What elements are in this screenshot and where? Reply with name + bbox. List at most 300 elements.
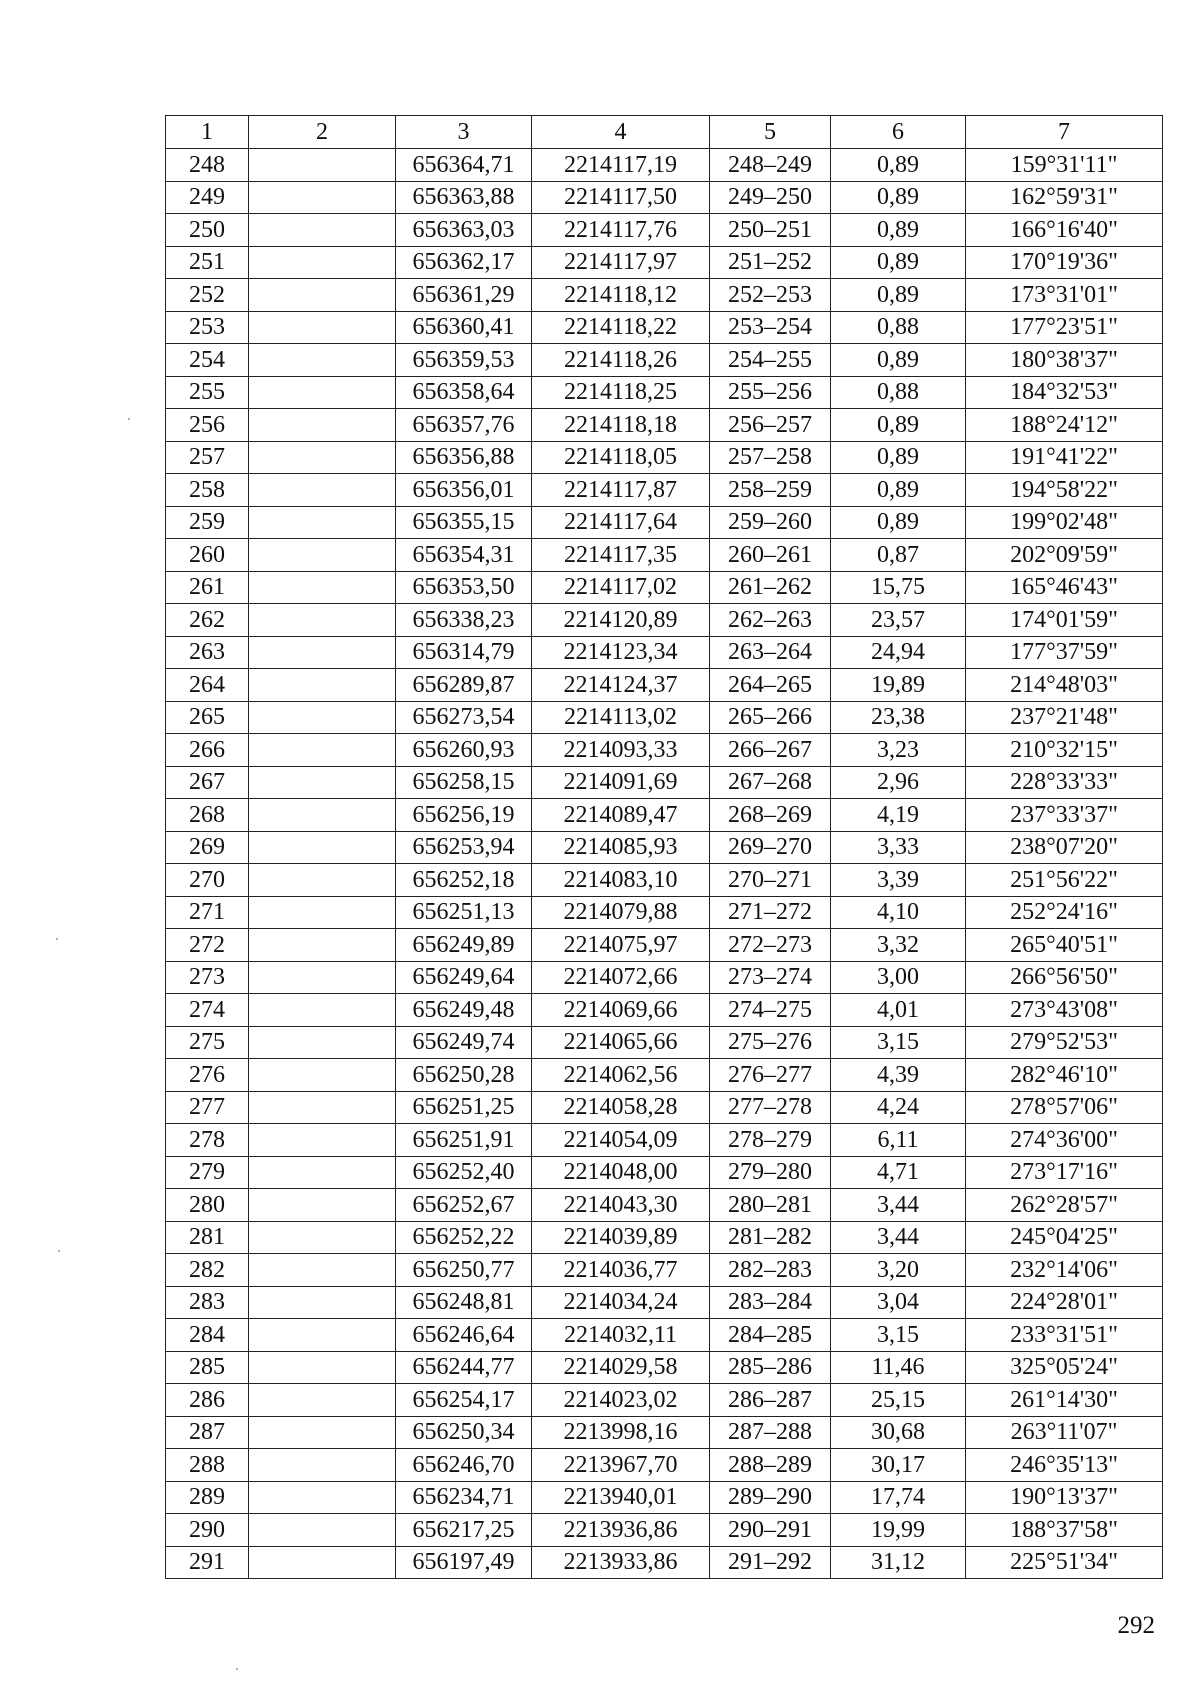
table-cell: 3,23 xyxy=(831,734,966,767)
table-row xyxy=(166,506,1163,539)
table-cell: 2214032,11 xyxy=(532,1319,710,1352)
table-cell: 274–275 xyxy=(710,994,831,1027)
table-row xyxy=(166,474,1163,507)
table-cell xyxy=(249,1156,396,1189)
table-cell xyxy=(249,1026,396,1059)
table-cell xyxy=(249,1416,396,1449)
table-cell: 0,87 xyxy=(831,539,966,572)
table-cell: 260–261 xyxy=(710,539,831,572)
table-cell xyxy=(249,409,396,442)
table-cell xyxy=(249,1286,396,1319)
table-cell: 265°40'51" xyxy=(966,929,1163,962)
table-cell xyxy=(249,994,396,1027)
table-row xyxy=(166,669,1163,702)
table-cell xyxy=(249,181,396,214)
table-cell: 190°13'37" xyxy=(966,1481,1163,1514)
table-cell: 255 xyxy=(166,376,249,409)
table-cell xyxy=(249,1221,396,1254)
table-row xyxy=(166,1286,1163,1319)
table-row xyxy=(166,994,1163,1027)
table-row xyxy=(166,441,1163,474)
table-cell: 2214039,89 xyxy=(532,1221,710,1254)
table-cell: 257–258 xyxy=(710,441,831,474)
table-cell: 285 xyxy=(166,1351,249,1384)
table-cell: 267–268 xyxy=(710,766,831,799)
table-cell xyxy=(249,1319,396,1352)
table-cell: 263–264 xyxy=(710,636,831,669)
table-row xyxy=(166,311,1163,344)
table-cell xyxy=(249,929,396,962)
table-cell: 656250,77 xyxy=(396,1254,532,1287)
table-cell: 656250,28 xyxy=(396,1059,532,1092)
table-cell: 2214043,30 xyxy=(532,1189,710,1222)
table-cell: 251°56'22" xyxy=(966,864,1163,897)
table-row xyxy=(166,1124,1163,1157)
table-cell xyxy=(249,1481,396,1514)
table-cell: 0,89 xyxy=(831,409,966,442)
table-cell: 3,44 xyxy=(831,1221,966,1254)
table-cell: 259 xyxy=(166,506,249,539)
table-cell xyxy=(249,1124,396,1157)
table-cell: 656338,23 xyxy=(396,604,532,637)
table-cell: 656249,74 xyxy=(396,1026,532,1059)
table-cell: 246°35'13" xyxy=(966,1449,1163,1482)
table-cell: 251–252 xyxy=(710,246,831,279)
table-cell: 233°31'51" xyxy=(966,1319,1163,1352)
table-cell: 4,39 xyxy=(831,1059,966,1092)
table-cell: 270–271 xyxy=(710,864,831,897)
table-cell: 0,89 xyxy=(831,181,966,214)
table-cell xyxy=(249,1189,396,1222)
table-cell: 274 xyxy=(166,994,249,1027)
table-row xyxy=(166,701,1163,734)
table-cell: 289 xyxy=(166,1481,249,1514)
table-cell: 194°58'22" xyxy=(966,474,1163,507)
table-row xyxy=(166,1514,1163,1547)
table-cell: 252°24'16" xyxy=(966,896,1163,929)
table-cell: 4,71 xyxy=(831,1156,966,1189)
table-cell: 188°37'58" xyxy=(966,1514,1163,1547)
table-cell: 166°16'40" xyxy=(966,214,1163,247)
table-cell: 286–287 xyxy=(710,1384,831,1417)
table-cell xyxy=(249,734,396,767)
table-cell: 656250,34 xyxy=(396,1416,532,1449)
table-cell: 31,12 xyxy=(831,1546,966,1579)
table-cell: 277 xyxy=(166,1091,249,1124)
table-cell: 23,38 xyxy=(831,701,966,734)
table-cell: 269 xyxy=(166,831,249,864)
table-cell: 2214054,09 xyxy=(532,1124,710,1157)
table-cell: 2213933,86 xyxy=(532,1546,710,1579)
column-header: 3 xyxy=(396,116,532,149)
table-row xyxy=(166,864,1163,897)
table-cell: 2214069,66 xyxy=(532,994,710,1027)
table-row xyxy=(166,929,1163,962)
table-cell xyxy=(249,311,396,344)
table-row xyxy=(166,1156,1163,1189)
table-cell: 254 xyxy=(166,344,249,377)
table-cell: 2214034,24 xyxy=(532,1286,710,1319)
table-cell: 2214117,76 xyxy=(532,214,710,247)
table-row xyxy=(166,246,1163,279)
table-cell: 177°37'59" xyxy=(966,636,1163,669)
table-row xyxy=(166,344,1163,377)
table-cell: 263 xyxy=(166,636,249,669)
table-cell: 3,39 xyxy=(831,864,966,897)
table-row xyxy=(166,1254,1163,1287)
table-cell: 283 xyxy=(166,1286,249,1319)
table-row xyxy=(166,279,1163,312)
table-cell: 284 xyxy=(166,1319,249,1352)
table-cell: 3,15 xyxy=(831,1319,966,1352)
coordinates-table xyxy=(165,115,1163,1579)
table-cell: 252–253 xyxy=(710,279,831,312)
table-cell: 656258,15 xyxy=(396,766,532,799)
table-cell: 656356,01 xyxy=(396,474,532,507)
table-cell: 273 xyxy=(166,961,249,994)
table-cell: 291 xyxy=(166,1546,249,1579)
table-cell: 2214118,26 xyxy=(532,344,710,377)
table-cell: 256–257 xyxy=(710,409,831,442)
table-row xyxy=(166,1546,1163,1579)
table-cell: 262 xyxy=(166,604,249,637)
table-cell xyxy=(249,506,396,539)
table-row xyxy=(166,766,1163,799)
table-cell: 656314,79 xyxy=(396,636,532,669)
table-cell: 280 xyxy=(166,1189,249,1222)
table-cell: 4,19 xyxy=(831,799,966,832)
table-cell: 15,75 xyxy=(831,571,966,604)
table-cell: 170°19'36" xyxy=(966,246,1163,279)
table-cell: 656253,94 xyxy=(396,831,532,864)
table-cell: 232°14'06" xyxy=(966,1254,1163,1287)
table-cell: 2214029,58 xyxy=(532,1351,710,1384)
table-cell: 656252,22 xyxy=(396,1221,532,1254)
table-cell: 656197,49 xyxy=(396,1546,532,1579)
table-cell: 174°01'59" xyxy=(966,604,1163,637)
table-cell xyxy=(249,539,396,572)
table-cell: 260 xyxy=(166,539,249,572)
table-cell: 177°23'51" xyxy=(966,311,1163,344)
table-cell: 0,89 xyxy=(831,474,966,507)
table-cell: 2214065,66 xyxy=(532,1026,710,1059)
table-cell xyxy=(249,831,396,864)
table-cell: 271–272 xyxy=(710,896,831,929)
table-cell: 276 xyxy=(166,1059,249,1092)
table-cell: 656251,91 xyxy=(396,1124,532,1157)
table-row xyxy=(166,1384,1163,1417)
table-cell: 279 xyxy=(166,1156,249,1189)
table-cell: 264–265 xyxy=(710,669,831,702)
table-row xyxy=(166,734,1163,767)
table-cell: 2214093,33 xyxy=(532,734,710,767)
table-cell: 290 xyxy=(166,1514,249,1547)
table-row xyxy=(166,181,1163,214)
table-cell: 3,44 xyxy=(831,1189,966,1222)
table-cell: 184°32'53" xyxy=(966,376,1163,409)
table-cell: 290–291 xyxy=(710,1514,831,1547)
table-cell: 272 xyxy=(166,929,249,962)
table-cell: 280–281 xyxy=(710,1189,831,1222)
table-cell: 287 xyxy=(166,1416,249,1449)
table-cell: 264 xyxy=(166,669,249,702)
table-row xyxy=(166,1351,1163,1384)
table-cell: 266°56'50" xyxy=(966,961,1163,994)
table-row xyxy=(166,1416,1163,1449)
table-cell: 249–250 xyxy=(710,181,831,214)
scan-speck xyxy=(58,1250,60,1252)
table-cell: 0,89 xyxy=(831,279,966,312)
table-row xyxy=(166,1221,1163,1254)
table-cell: 2213998,16 xyxy=(532,1416,710,1449)
table-cell xyxy=(249,1254,396,1287)
table-cell: 656249,48 xyxy=(396,994,532,1027)
table-row xyxy=(166,571,1163,604)
column-header: 7 xyxy=(966,116,1163,149)
table-row xyxy=(166,1059,1163,1092)
table-row xyxy=(166,1026,1163,1059)
table-cell: 2214089,47 xyxy=(532,799,710,832)
table-cell: 2,96 xyxy=(831,766,966,799)
table-cell: 282–283 xyxy=(710,1254,831,1287)
table-cell: 2214117,35 xyxy=(532,539,710,572)
table-cell xyxy=(249,961,396,994)
table-cell: 228°33'33" xyxy=(966,766,1163,799)
table-cell: 656256,19 xyxy=(396,799,532,832)
table-cell: 656246,64 xyxy=(396,1319,532,1352)
table-cell: 291–292 xyxy=(710,1546,831,1579)
table-cell: 2214124,37 xyxy=(532,669,710,702)
table-cell: 2214123,34 xyxy=(532,636,710,669)
table-row xyxy=(166,961,1163,994)
table-cell xyxy=(249,376,396,409)
table-cell: 2213967,70 xyxy=(532,1449,710,1482)
table-cell: 6,11 xyxy=(831,1124,966,1157)
table-cell: 173°31'01" xyxy=(966,279,1163,312)
table-cell: 656289,87 xyxy=(396,669,532,702)
table-body xyxy=(166,116,1163,1579)
table-cell xyxy=(249,604,396,637)
table-cell: 656360,41 xyxy=(396,311,532,344)
table-cell xyxy=(249,1351,396,1384)
table-cell: 24,94 xyxy=(831,636,966,669)
table-cell: 19,89 xyxy=(831,669,966,702)
table-cell: 224°28'01" xyxy=(966,1286,1163,1319)
table-cell: 2214117,02 xyxy=(532,571,710,604)
table-cell: 656246,70 xyxy=(396,1449,532,1482)
table-row xyxy=(166,604,1163,637)
table-cell: 258–259 xyxy=(710,474,831,507)
table-cell: 268 xyxy=(166,799,249,832)
table-cell: 266–267 xyxy=(710,734,831,767)
table-cell: 225°51'34" xyxy=(966,1546,1163,1579)
table-cell xyxy=(249,1449,396,1482)
table-cell: 210°32'15" xyxy=(966,734,1163,767)
table-cell: 4,24 xyxy=(831,1091,966,1124)
table-cell: 2214118,25 xyxy=(532,376,710,409)
table-cell: 2214118,12 xyxy=(532,279,710,312)
table-cell: 0,89 xyxy=(831,441,966,474)
table-cell: 656363,88 xyxy=(396,181,532,214)
table-cell: 273°43'08" xyxy=(966,994,1163,1027)
table-cell: 3,00 xyxy=(831,961,966,994)
table-cell: 253 xyxy=(166,311,249,344)
table-cell xyxy=(249,344,396,377)
table-cell: 255–256 xyxy=(710,376,831,409)
table-cell: 2214117,64 xyxy=(532,506,710,539)
table-cell: 2214048,00 xyxy=(532,1156,710,1189)
table-cell: 656251,25 xyxy=(396,1091,532,1124)
table-cell: 278 xyxy=(166,1124,249,1157)
table-cell: 261°14'30" xyxy=(966,1384,1163,1417)
table-cell: 188°24'12" xyxy=(966,409,1163,442)
table-cell: 165°46'43" xyxy=(966,571,1163,604)
table-cell xyxy=(249,669,396,702)
scan-speck xyxy=(56,938,58,940)
table-cell xyxy=(249,279,396,312)
table-cell: 656356,88 xyxy=(396,441,532,474)
table-cell: 0,88 xyxy=(831,376,966,409)
table-cell xyxy=(249,799,396,832)
table-cell: 30,17 xyxy=(831,1449,966,1482)
table-cell xyxy=(249,149,396,182)
table-cell: 2214117,97 xyxy=(532,246,710,279)
table-cell: 214°48'03" xyxy=(966,669,1163,702)
table-cell: 2214118,22 xyxy=(532,311,710,344)
table-cell: 656249,89 xyxy=(396,929,532,962)
table-cell: 2214023,02 xyxy=(532,1384,710,1417)
table-cell: 2214117,50 xyxy=(532,181,710,214)
table-cell xyxy=(249,246,396,279)
table-cell: 202°09'59" xyxy=(966,539,1163,572)
table-cell: 263°11'07" xyxy=(966,1416,1163,1449)
table-cell: 276–277 xyxy=(710,1059,831,1092)
table-cell: 25,15 xyxy=(831,1384,966,1417)
table-cell: 656361,29 xyxy=(396,279,532,312)
table-cell: 237°33'37" xyxy=(966,799,1163,832)
table-row xyxy=(166,636,1163,669)
table-cell: 262°28'57" xyxy=(966,1189,1163,1222)
table-cell: 2214120,89 xyxy=(532,604,710,637)
table-cell: 262–263 xyxy=(710,604,831,637)
table-cell: 656363,03 xyxy=(396,214,532,247)
table-cell xyxy=(249,441,396,474)
table-row xyxy=(166,149,1163,182)
table-cell: 289–290 xyxy=(710,1481,831,1514)
table-cell: 2213940,01 xyxy=(532,1481,710,1514)
table-cell: 282 xyxy=(166,1254,249,1287)
table-cell: 656248,81 xyxy=(396,1286,532,1319)
table-cell: 268–269 xyxy=(710,799,831,832)
column-header: 2 xyxy=(249,116,396,149)
table-cell: 267 xyxy=(166,766,249,799)
table-cell: 275 xyxy=(166,1026,249,1059)
table-cell: 279–280 xyxy=(710,1156,831,1189)
table-cell: 30,68 xyxy=(831,1416,966,1449)
table-cell: 0,89 xyxy=(831,246,966,279)
table-cell: 265 xyxy=(166,701,249,734)
table-cell: 3,04 xyxy=(831,1286,966,1319)
table-cell: 281–282 xyxy=(710,1221,831,1254)
column-header: 1 xyxy=(166,116,249,149)
table-cell: 272–273 xyxy=(710,929,831,962)
table-cell: 2214117,19 xyxy=(532,149,710,182)
table-cell: 250 xyxy=(166,214,249,247)
table-cell: 656252,67 xyxy=(396,1189,532,1222)
table-cell: 271 xyxy=(166,896,249,929)
table-row xyxy=(166,1189,1163,1222)
table-cell: 257 xyxy=(166,441,249,474)
table-cell: 278°57'06" xyxy=(966,1091,1163,1124)
table-row xyxy=(166,376,1163,409)
table-cell xyxy=(249,571,396,604)
table-cell: 273–274 xyxy=(710,961,831,994)
table-cell: 656234,71 xyxy=(396,1481,532,1514)
table-cell: 656254,17 xyxy=(396,1384,532,1417)
table-cell: 2214091,69 xyxy=(532,766,710,799)
table-cell: 0,89 xyxy=(831,344,966,377)
table-cell: 266 xyxy=(166,734,249,767)
table-cell: 3,33 xyxy=(831,831,966,864)
table-cell: 656252,18 xyxy=(396,864,532,897)
table-cell: 0,89 xyxy=(831,149,966,182)
table-cell: 2214062,56 xyxy=(532,1059,710,1092)
table-cell: 656358,64 xyxy=(396,376,532,409)
table-cell: 253–254 xyxy=(710,311,831,344)
table-cell xyxy=(249,1514,396,1547)
table-row xyxy=(166,1481,1163,1514)
table-cell: 2214113,02 xyxy=(532,701,710,734)
table-cell: 2214118,18 xyxy=(532,409,710,442)
table-cell: 162°59'31" xyxy=(966,181,1163,214)
scan-speck xyxy=(236,1668,238,1670)
table-cell: 261 xyxy=(166,571,249,604)
table-cell: 237°21'48" xyxy=(966,701,1163,734)
table-cell: 277–278 xyxy=(710,1091,831,1124)
table-row xyxy=(166,896,1163,929)
table-cell: 248 xyxy=(166,149,249,182)
table-cell: 248–249 xyxy=(710,149,831,182)
table-cell: 259–260 xyxy=(710,506,831,539)
table-cell: 656217,25 xyxy=(396,1514,532,1547)
table-cell: 283–284 xyxy=(710,1286,831,1319)
table-cell: 2214075,97 xyxy=(532,929,710,962)
table-cell: 656357,76 xyxy=(396,409,532,442)
table-cell xyxy=(249,1384,396,1417)
table-cell: 287–288 xyxy=(710,1416,831,1449)
table-cell: 656252,40 xyxy=(396,1156,532,1189)
scan-speck xyxy=(128,418,130,420)
table-cell: 258 xyxy=(166,474,249,507)
table-cell: 4,01 xyxy=(831,994,966,1027)
table-cell: 245°04'25" xyxy=(966,1221,1163,1254)
table-cell: 656260,93 xyxy=(396,734,532,767)
table-cell: 3,32 xyxy=(831,929,966,962)
table-cell: 2214117,87 xyxy=(532,474,710,507)
table-row xyxy=(166,1449,1163,1482)
table-cell xyxy=(249,1091,396,1124)
table-cell xyxy=(249,864,396,897)
table-cell: 0,89 xyxy=(831,214,966,247)
table-row xyxy=(166,409,1163,442)
table-cell: 256 xyxy=(166,409,249,442)
table-cell xyxy=(249,474,396,507)
table-row xyxy=(166,1091,1163,1124)
table-cell: 261–262 xyxy=(710,571,831,604)
table-header-row xyxy=(166,116,1163,149)
table-cell: 285–286 xyxy=(710,1351,831,1384)
table-cell: 278–279 xyxy=(710,1124,831,1157)
